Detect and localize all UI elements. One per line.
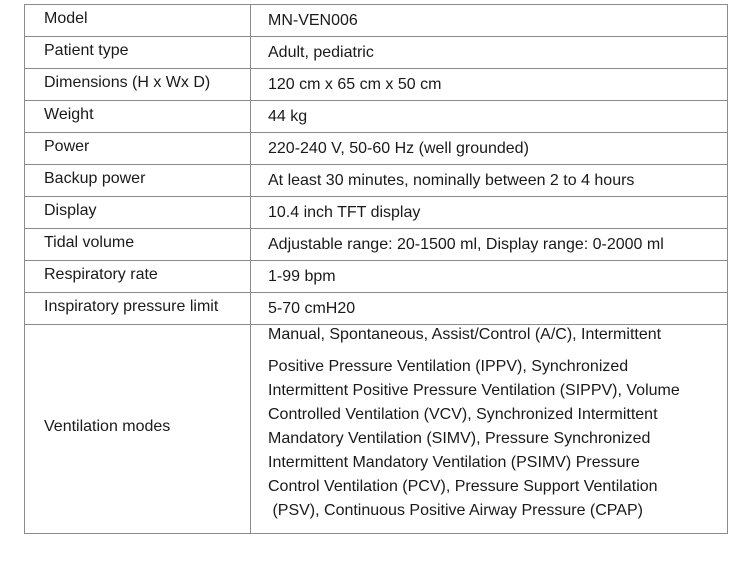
spec-label-inspiratory-pressure-limit: Inspiratory pressure limit <box>25 291 251 323</box>
spec-label-model: Model <box>25 3 251 35</box>
spec-value-power: 220-240 V, 50-60 Hz (well grounded) <box>251 133 728 165</box>
spec-value-display: 10.4 inch TFT display <box>251 197 728 229</box>
spec-value-patient-type: Adult, pediatric <box>251 37 728 69</box>
spec-label-patient-type: Patient type <box>25 35 251 67</box>
spec-value-respiratory-rate: 1-99 bpm <box>251 261 728 293</box>
spec-value-dimensions: 120 cm x 65 cm x 50 cm <box>251 69 728 101</box>
table-row <box>25 37 728 69</box>
table-row <box>25 197 728 229</box>
ventilation-modes-line: Manual, Spontaneous, Assist/Control (A/C), Intermittent <box>268 326 662 343</box>
spec-value-inspiratory-pressure-limit: 5-70 cmH20 <box>251 293 728 325</box>
ventilation-modes-line: Positive Pressure Ventilation (IPPV), Synchronized <box>268 358 629 375</box>
spec-label-dimensions: Dimensions (H x Wx D) <box>25 67 251 99</box>
table-row <box>25 165 728 197</box>
ventilation-modes-line: Intermittent Positive Pressure Ventilation (SIPPV), Volume <box>268 382 680 399</box>
table-row <box>25 261 728 293</box>
spec-value-model: MN-VEN006 <box>251 5 728 37</box>
spec-label-backup-power: Backup power <box>25 163 251 195</box>
spec-value-weight: 44 kg <box>251 101 728 133</box>
spec-value-ventilation-modes <box>251 325 728 534</box>
ventilation-modes-line: (PSV), Continuous Positive Airway Pressure (CPAP) <box>268 502 643 519</box>
spec-label-tidal-volume: Tidal volume <box>25 227 251 259</box>
spec-label-display: Display <box>25 195 251 227</box>
ventilation-modes-line: Controlled Ventilation (VCV), Synchronized Intermittent <box>268 406 658 423</box>
ventilation-modes-line: Control Ventilation (PCV), Pressure Support Ventilation <box>268 478 658 495</box>
spec-label-power: Power <box>25 131 251 163</box>
ventilation-modes-line: Intermittent Mandatory Ventilation (PSIMV) Pressure <box>268 454 640 471</box>
spec-label-ventilation-modes: Ventilation modes <box>25 323 251 532</box>
table-row <box>25 133 728 165</box>
table-row <box>25 101 728 133</box>
table-row <box>25 5 728 37</box>
ventilation-modes-paragraph <box>268 355 727 523</box>
specification-table <box>24 4 728 534</box>
spec-value-backup-power: At least 30 minutes, nominally between 2 to 4 hours <box>251 165 728 197</box>
table-row <box>25 293 728 325</box>
spec-label-weight: Weight <box>25 99 251 131</box>
table-row <box>25 325 728 534</box>
spec-value-tidal-volume: Adjustable range: 20-1500 ml, Display range: 0-2000 ml <box>251 229 728 261</box>
table-row <box>25 229 728 261</box>
ventilation-modes-line: Mandatory Ventilation (SIMV), Pressure Synchronized <box>268 430 651 447</box>
spec-label-respiratory-rate: Respiratory rate <box>25 259 251 291</box>
table-row <box>25 69 728 101</box>
